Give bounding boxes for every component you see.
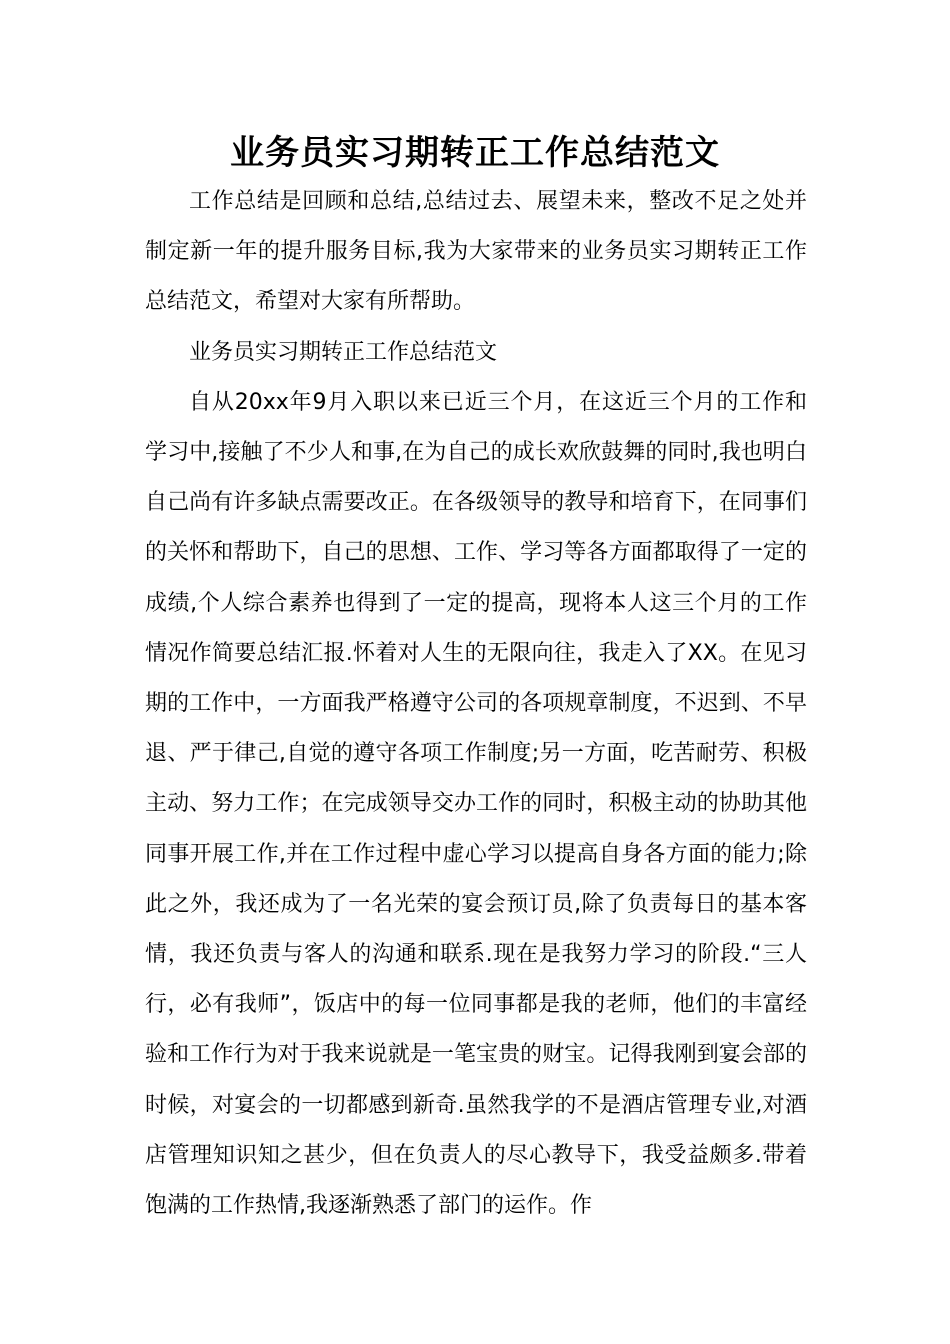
section-heading: 业务员实习期转正工作总结范文 (189, 339, 498, 365)
document-title: 业务员实习期转正工作总结范文 (230, 133, 720, 173)
intro-paragraph: 工作总结是回顾和总结,总结过去、展望未来，整改不足之处并制定新一年的提升服务目标,我为大家带来的业务员实习期转正工作总结范文，希望对大家有所帮助。 (145, 189, 807, 315)
body-paragraph: 自从20xx年9月入职以来已近三个月，在这近三个月的工作和学习中,接触了不少人和事,在为自己的成长欢欣鼓舞的同时,我也明白自己尚有许多缺点需要改正。在各级领导的教导和培育下，在同事们的关怀和帮助下，自己的思想、工作、学习等各方面都取得了一定的成绩,个人综合素养也得到了一定的提高，现将本人这三个月的工作情况作简要总结汇报.怀着对人生的无限向往，我走入了XX。在见习期的工作中，一方面我严格遵守公司的各项规章制度，不迟到、不早退、严于律己,自觉的遵守各项工作制度;另一方面，吃苦耐劳、积极主动、努力工作；在完成领导交办工作的同时，积极主动的协助其他同事开展工作,并在工作过程中虚心学习以提高自身各方面的能力;除此之外，我还成为了一名光荣的宴会预订员,除了负责每日的基本客情，我还负责与客人的沟通和联系.现在是我努力学习的阶段.“三人行，必有我师”，饭店中的每一位同事都是我的老师，他们的丰富经验和工作行为对于我来说就是一笔宝贵的财宝。记得我刚到宴会部的时候，对宴会的一切都感到新奇.虽然我学的不是酒店管理专业,对酒店管理知识知之甚少，但在负责人的尽心教导下，我受益颇多.带着饱满的工作热情,我逐渐熟悉了部门的运作。作 (145, 389, 807, 1219)
document-body (145, 177, 807, 1231)
